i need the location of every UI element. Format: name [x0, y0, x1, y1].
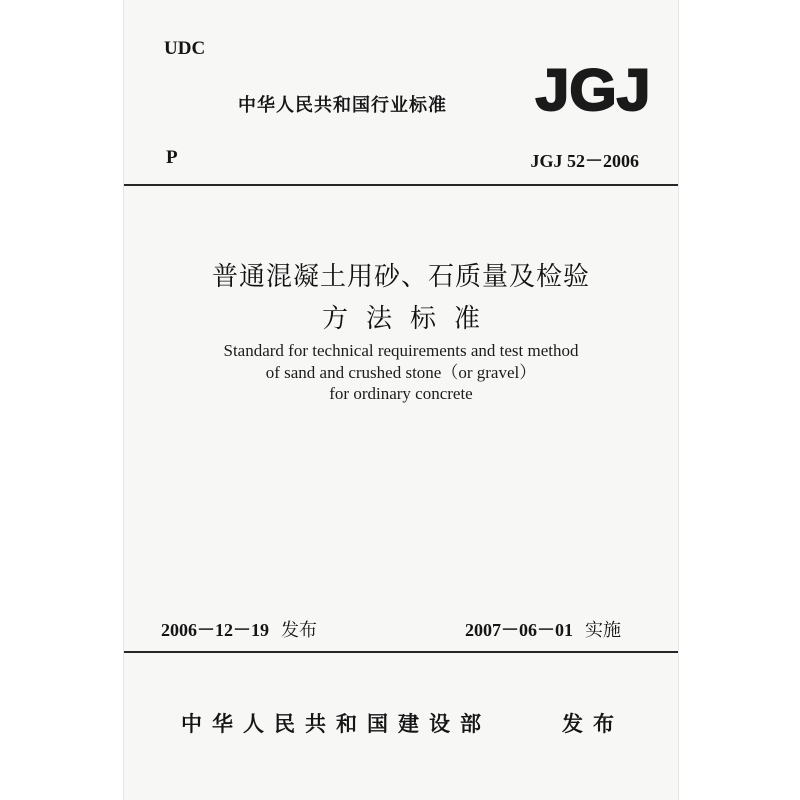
implement-label: 实施	[585, 620, 621, 641]
title-cn-line1: 普通混凝土用砂、石质量及检验	[211, 262, 590, 292]
issuing-action: 发布	[562, 712, 624, 736]
title-en-line1: Standard for technical requirements and test method	[223, 341, 579, 360]
title-cn-line2: 方法标准	[321, 304, 498, 334]
title-en-line2: of sand and crushed stone（or gravel）	[265, 362, 537, 382]
udc-label: UDC	[164, 38, 206, 59]
implement-date-block	[465, 616, 621, 642]
jgj-logo-text: JGJ	[535, 57, 651, 123]
release-date: 2006－12－19	[161, 620, 269, 640]
title-en	[124, 340, 678, 405]
release-date-block	[161, 616, 317, 642]
title-en-line3: for ordinary concrete	[329, 384, 473, 403]
standard-number: JGJ 52－2006	[530, 151, 639, 171]
top-divider	[124, 184, 678, 186]
release-label: 发布	[281, 620, 317, 641]
implement-date: 2007－06－01	[465, 620, 573, 640]
industry-standard-heading: 中华人民共和国行业标准	[238, 95, 447, 116]
bottom-divider	[124, 651, 678, 653]
jgj-logo	[535, 57, 651, 123]
category-code: P	[166, 147, 178, 168]
issuing-authority: 中华人民共和国建设部	[181, 712, 491, 736]
standard-cover-page	[123, 0, 679, 800]
